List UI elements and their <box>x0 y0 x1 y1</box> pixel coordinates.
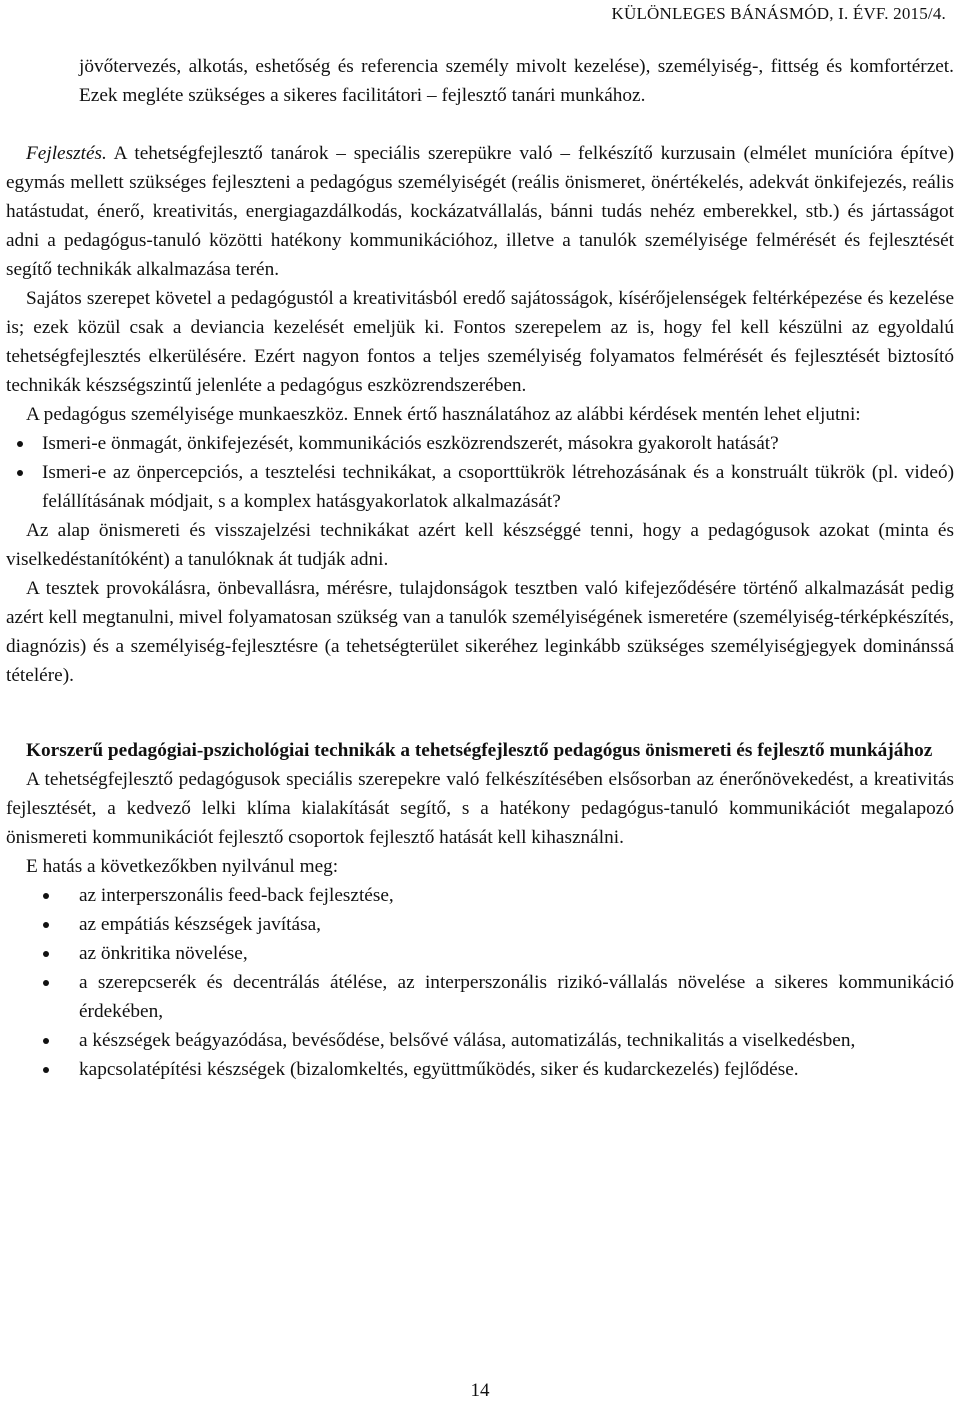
paragraph-tesztek: A tesztek provokálásra, önbevallásra, mérésre, tulajdonságok tesztben való kifejeződésére történő alkalmazását pedig azért kell megtanulni, mivel folyamatosan szükség van a tanulók személyiségének ismeretére (személyiség-térképkészítés, diagnózis) és a személyiség-fejlesztésre (a tehetségterület sikeréhez leginkább szükséges személyiségjegyek dominánssá tételére). <box>6 578 954 686</box>
paragraph-hatas: E hatás a következőkben nyilvánul meg: <box>26 856 339 877</box>
paragraph-continuation: jövőtervezés, alkotás, eshetőség és referencia személy mivolt kezelése), személyiség-, fittség és komfortérzet. Ezek megléte szükséges a sikeres facilitátori – fejlesztő tanári munkához. <box>79 56 954 106</box>
list-item: Ismeri-e az önpercepciós, a tesztelési technikákat, a csoporttükrök létrehozásának és a konstruált tükrök (pl. videó) felállításának módjait, s a komplex hatásgyakorlatok alkalmazását? <box>6 458 954 516</box>
fejlesztes-text: A tehetségfejlesztő tanárok – speciális szerepükre való – felkészítő kurzusain (elmélet munícióra építve) egymás mellett szükséges fejleszteni a pedagógus személyiségét (reális önismeret, önértékelés, adekvát önkifejezés, reális hatástudat, énerő, kreativitás, energiagazdálkodás, kockázatvállalás, bánni tudás nehéz emberekkel, stb.) és jártasságot adni a pedagógus-tanuló közötti hatékony kommunikációhoz, illetve a tanulók személyisége felmérését és fejlesztését segítő technikák alkalmazása terén. <box>6 143 954 280</box>
fejlesztes-label: Fejlesztés. <box>26 143 107 164</box>
paragraph-fejlesztes <box>6 139 954 284</box>
list-item: kapcsolatépítési készségek (bizalomkeltés, együttműködés, siker és kudarckezelés) fejlődése. <box>6 1055 954 1084</box>
list-item: Ismeri-e önmagát, önkifejezését, kommunikációs eszközrendszerét, másokra gyakorolt hatását? <box>6 429 954 458</box>
list-item: az interperszonális feed-back fejlesztése, <box>6 881 954 910</box>
running-header: KÜLÖNLEGES BÁNÁSMÓD, I. ÉVF. 2015/4. <box>611 4 946 23</box>
list-item: az empátiás készségek javítása, <box>6 910 954 939</box>
page-number: 14 <box>470 1380 490 1401</box>
paragraph-sajatos: Sajátos szerepet követel a pedagógustól a kreativitásból eredő sajátosságok, kísérőjelenségek feltérképezése és kezelése is; ezek közül csak a deviancia kezelését emeljük ki. Fontos szerepelem az is, hogy fel kell készülni az egyoldalú tehetségfejlesztés elkerülésére. Ezért nagyon fontos a teljes személyiség folyamatos felmérését és fejlesztését biztosító technikák készségszintű jelenléte a pedagógus eszközrendszerében. <box>6 288 954 396</box>
question-list <box>6 429 954 516</box>
section-heading: Korszerű pedagógiai-pszichológiai technikák a tehetségfejlesztő pedagógus önismereti és fejlesztő munkájához <box>26 740 933 761</box>
paragraph-intro: A tehetségfejlesztő pedagógusok speciális szerepekre való felkészítésében elsősorban az énerőnövekedést, a kreativitás fejlesztését, a kedvező lelki klíma kialakítását segítő, s a hatékony pedagógus-tanuló kommunikációt megalapozó önismereti kommunikációt fejlesztő csoportok fejlesztő hatását kell kihasználni. <box>6 769 954 848</box>
paragraph-alap: Az alap önismereti és visszajelzési technikákat azért kell készséggé tenni, hogy a pedagógusok azokat (minta és viselkedéstanítóként) a tanulóknak át tudják adni. <box>6 520 954 570</box>
page-body <box>6 52 954 1084</box>
spacer <box>6 110 954 139</box>
effects-list <box>6 881 954 1084</box>
list-item: a szerepcserék és decentrálás átélése, az interperszonális rizikó-vállalás növelése a sikeres kommunikáció érdekében, <box>6 968 954 1026</box>
list-item: az önkritika növelése, <box>6 939 954 968</box>
paragraph-munkaeszkoz: A pedagógus személyisége munkaeszköz. Ennek értő használatához az alábbi kérdések mentén lehet eljutni: <box>26 404 861 425</box>
list-item: a készségek beágyazódása, bevésődése, belsővé válása, automatizálás, technikalitás a viselkedésben, <box>6 1026 954 1055</box>
spacer <box>6 690 954 736</box>
